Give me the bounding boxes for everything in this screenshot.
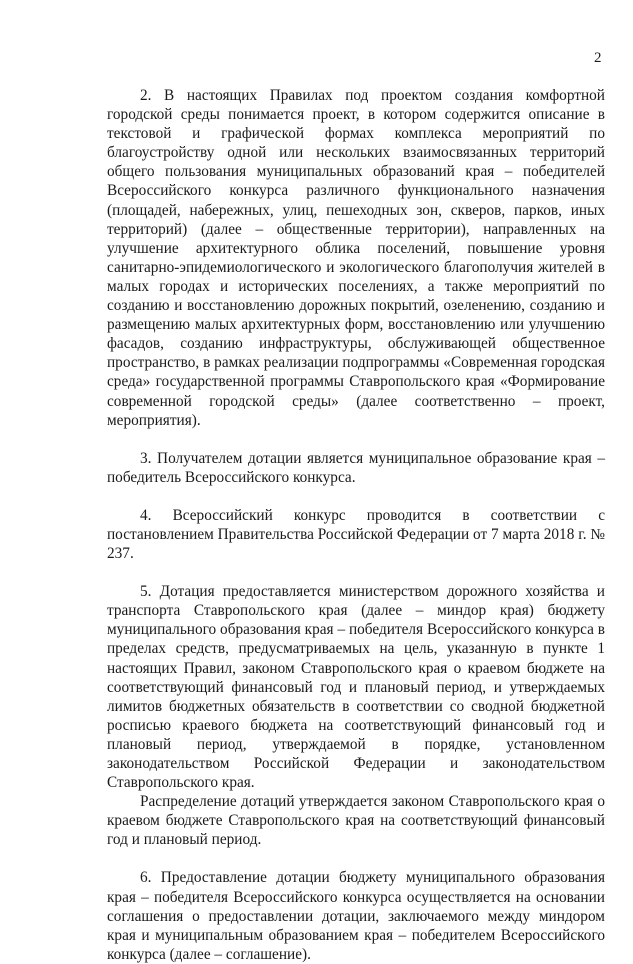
paragraph-6: 6. Предоставление дотации бюджету муниципального образования края – победителя Всероссийского конкурса осуществляется на основании соглашения о предоставлении дотации, заключаемого между миндором края и муниципальным образованием края – победителем Всероссийского конкурса (далее – соглашение). [107,869,605,963]
paragraph-5-distribution: Распределение дотаций утверждается законом Ставропольского края о краевом бюджете Ставропольского края на соответствующий финансовый год и плановый период. [107,793,605,849]
document-body [107,86,605,964]
paragraph-5: 5. Дотация предоставляется министерством дорожного хозяйства и транспорта Ставропольского края (далее – миндор края) бюджету муниципального образования края – победителя Всероссийского конкурса в пределах средств, предусматриваемых на цель, указанную в пункте 1 настоящих Правил, законом Ставропольского края о краевом бюджете на соответствующий финансовый год и плановый период, и утверждаемых лимитов бюджетных обязательств в соответствии со сводной бюджетной росписью краевого бюджета на соответствующий финансовый год и плановый период, утверждаемой в порядке, установленном законодательством Российской Федерации и законодательством Ставропольского края. [107,583,605,792]
paragraph-3: 3. Получателем дотации является муниципальное образование края – победитель Всероссийского конкурса. [107,449,605,486]
paragraph-2: 2. В настоящих Правилах под проектом создания комфортной городской среды понимается проект, в котором содержится описание в текстовой и графической формах комплекса мероприятий по благоустройству одной или нескольких взаимосвязанных территорий общего пользования муниципальных образований края – победителей Всероссийского конкурса различного функционального назначения (площадей, набережных, улиц, пешеходных зон, скверов, парков, иных территорий) (далее – общественные территории), направленных на улучшение архитектурного облика поселений, повышение уровня санитарно-эпидемиологического и экологического благополучия жителей в малых городах и исторических поселениях, а также мероприятий по созданию и восстановлению дорожных покрытий, озеленению, созданию и размещению малых архитектурных форм, восстановлению или улучшению фасадов, созданию инфраструктуры, обслуживающей общественное пространство, в рамках реализации подпрограммы «Современная городская среда» государственной программы Ставропольского края «Формирование современной городской среды» (далее соответственно – проект, мероприятия). [107,87,605,429]
paragraph-4: 4. Всероссийский конкурс проводится в соответствии с постановлением Правительства Российской Федерации от 7 марта 2018 г. № 237. [107,506,605,563]
page-number: 2 [594,50,602,66]
